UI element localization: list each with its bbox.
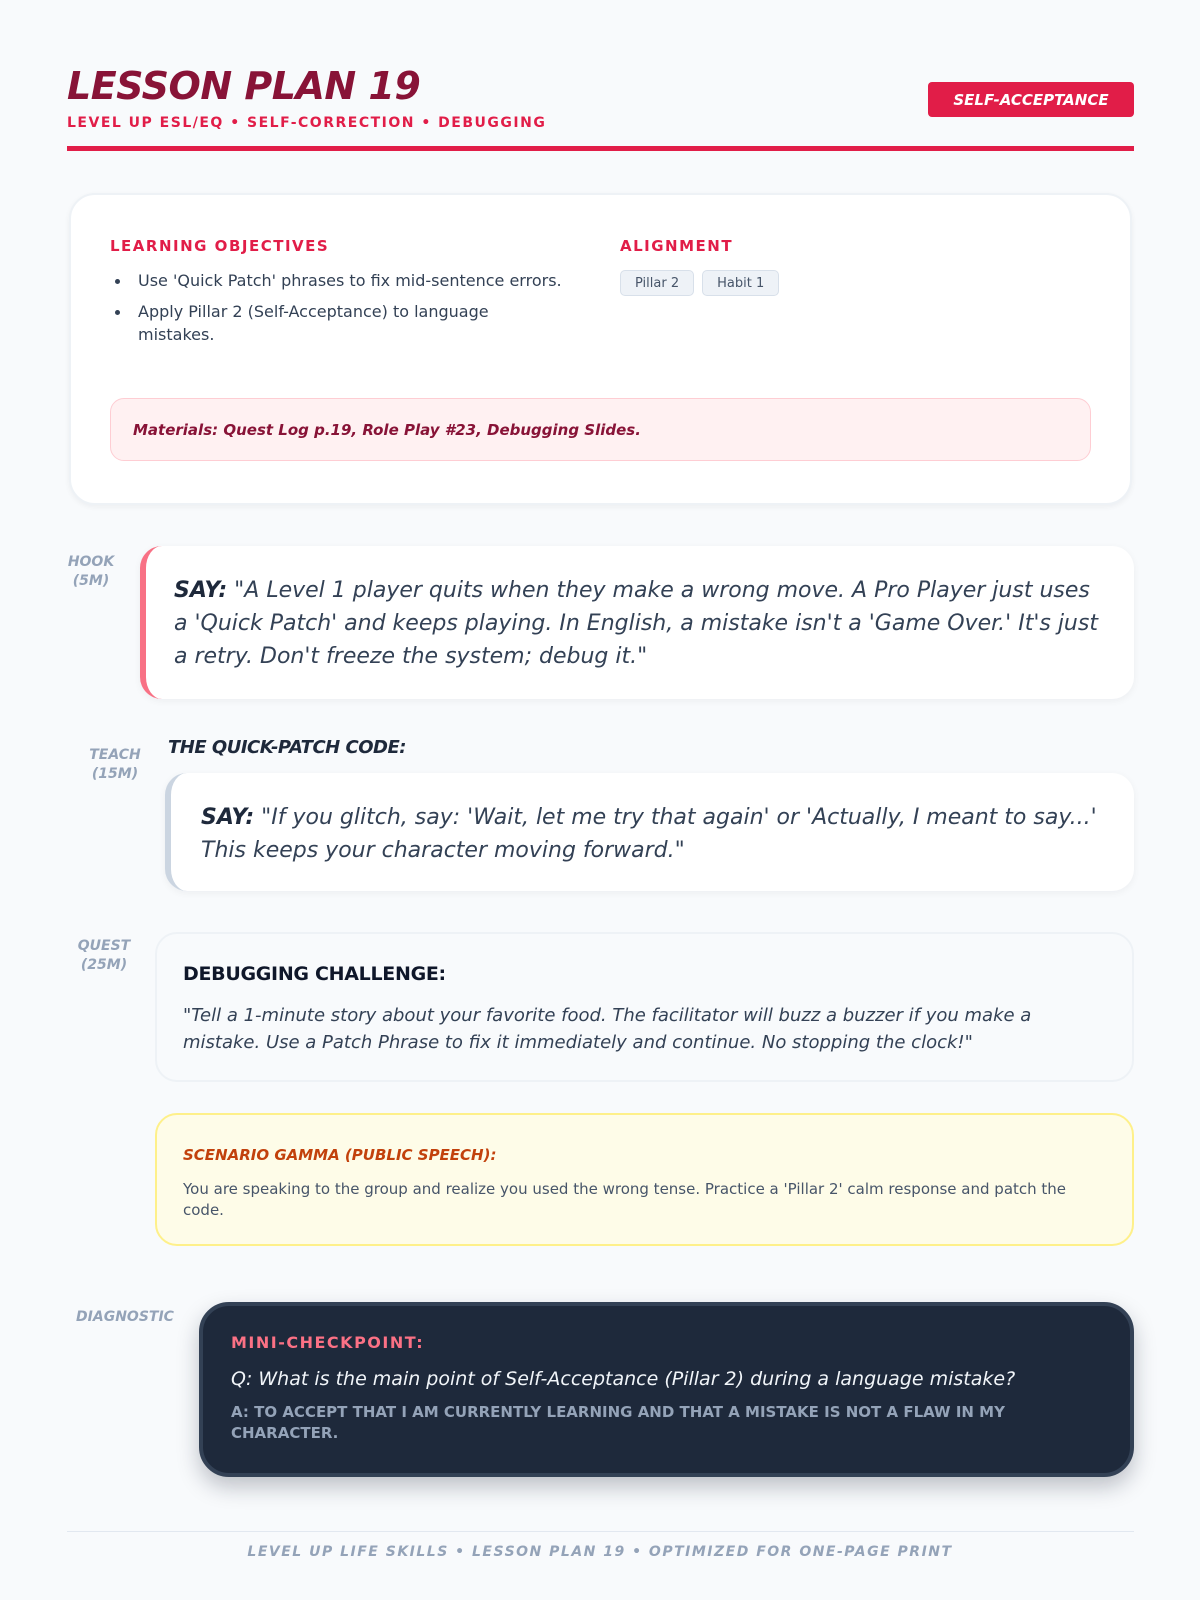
quest-title: DEBUGGING CHALLENGE:	[183, 963, 446, 985]
page-subtitle: LEVEL UP ESL/EQ • SELF-CORRECTION • DEBUGGING	[67, 115, 547, 131]
objective-item: Apply Pillar 2 (Self-Acceptance) to language mistakes.	[110, 300, 570, 346]
teach-heading: THE QUICK-PATCH CODE:	[168, 737, 406, 758]
hook-card	[140, 546, 1134, 699]
alignment-tag: Habit 1	[702, 270, 779, 296]
quest-label: QUEST	[77, 938, 131, 954]
hook-script: "A Level 1 player quits when they make a wrong move. A Pro Player just uses a 'Quick Patch' and keeps playing. In English, a mistake isn't a 'Game Over.' It's just a retry. Don't freeze the system; debug it."	[174, 578, 1098, 669]
hook-label: HOOK	[67, 554, 115, 570]
footer-text: LEVEL UP LIFE SKILLS • LESSON PLAN 19 • OPTIMIZED FOR ONE-PAGE PRINT	[247, 1544, 953, 1560]
teach-script: "If you glitch, say: 'Wait, let me try that again' or 'Actually, I meant to say...' This keeps your character moving forward."	[201, 805, 1097, 863]
checkpoint-title: MINI-CHECKPOINT:	[231, 1333, 425, 1352]
teach-duration: (15M)	[91, 766, 139, 782]
scenario-title: SCENARIO GAMMA (PUBLIC SPEECH):	[183, 1146, 497, 1164]
quest-duration: (25M)	[80, 957, 128, 973]
alignment-tags	[620, 270, 779, 296]
objectives-list	[110, 269, 570, 354]
footer-divider	[67, 1531, 1134, 1532]
page-title: LESSON PLAN 19	[67, 64, 421, 108]
teach-time-label	[82, 746, 148, 784]
scenario-text: You are speaking to the group and realize you used the wrong tense. Practice a 'Pillar 2' calm response and patch the code.	[183, 1180, 1067, 1219]
alignment-tag: Pillar 2	[620, 270, 694, 296]
diagnostic-label: DIAGNOSTIC	[76, 1309, 174, 1325]
say-label: SAY:	[174, 578, 228, 603]
checkpoint-answer: A: TO ACCEPT THAT I AM CURRENTLY LEARNING AND THAT A MISTAKE IS NOT A FLAW IN MY CHARACTER.	[231, 1403, 1005, 1442]
alignment-heading: ALIGNMENT	[620, 237, 734, 255]
hook-duration: (5M)	[72, 573, 110, 589]
quest-card	[155, 932, 1134, 1082]
header-divider	[67, 146, 1134, 151]
say-label: SAY:	[201, 805, 255, 830]
objectives-heading: LEARNING OBJECTIVES	[110, 237, 330, 255]
quest-time-label	[70, 937, 138, 975]
diagnostic-card	[199, 1302, 1134, 1477]
teach-card	[165, 773, 1134, 891]
scenario-card	[155, 1113, 1134, 1246]
hook-time-label	[61, 553, 121, 591]
quest-instructions: "Tell a 1-minute story about your favorite food. The facilitator will buzz a buzzer if you make a mistake. Use a Patch Phrase to fix it immediately and continue. No stopping the clock!"	[183, 1005, 1032, 1053]
materials-note: Materials: Quest Log p.19, Role Play #23, Debugging Slides.	[110, 398, 1091, 461]
objective-item: Use 'Quick Patch' phrases to fix mid-sentence errors.	[110, 269, 570, 292]
topic-badge: SELF-ACCEPTANCE	[928, 82, 1134, 117]
checkpoint-question: Q: What is the main point of Self-Acceptance (Pillar 2) during a language mistake?	[231, 1368, 1016, 1390]
teach-label: TEACH	[89, 747, 141, 763]
